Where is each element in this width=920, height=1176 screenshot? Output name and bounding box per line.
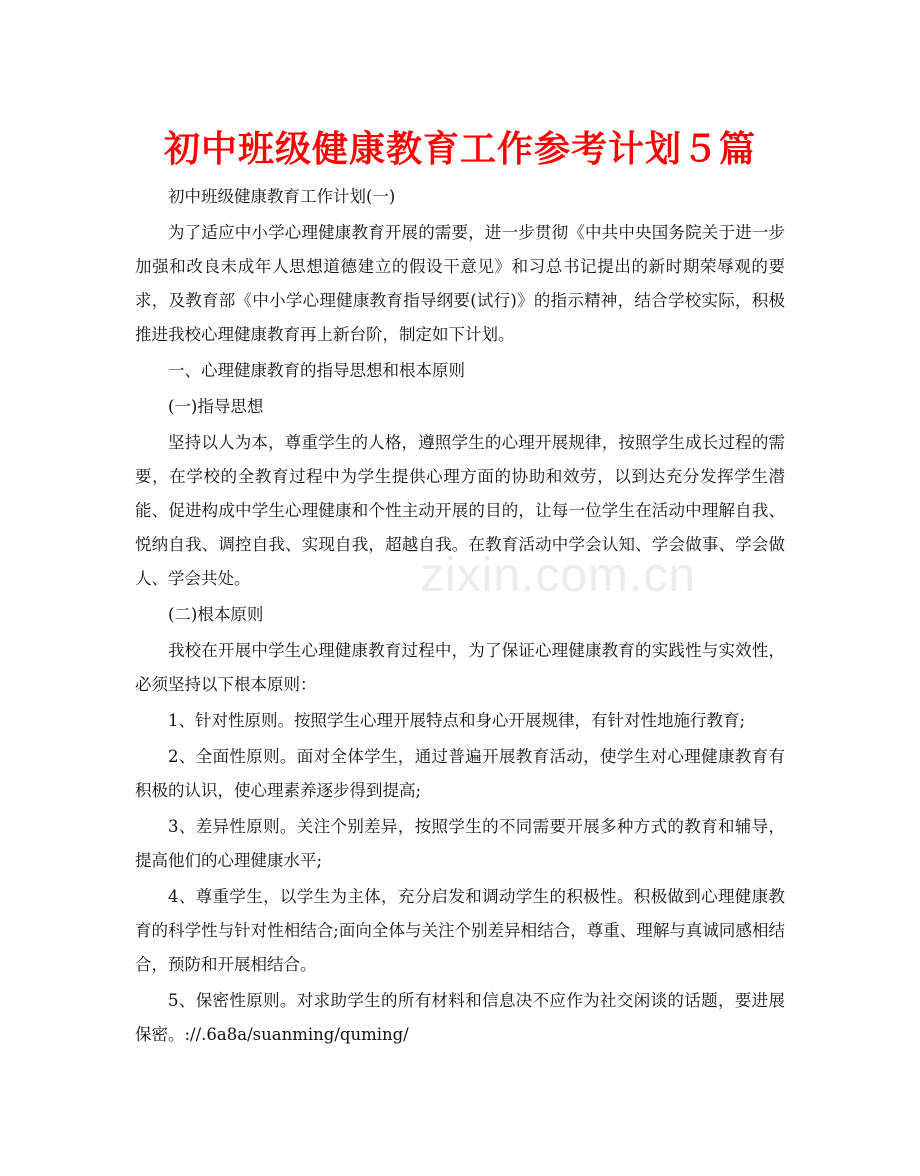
paragraph-intro: 为了适应中小学心理健康教育开展的需要，进一步贯彻《中共中央国务院关于进一步加强和改良未成年人思想道德建立的假设干意见》和习总书记提出的新时期荣辱观的要求，及教育部《中小学心理健康教育指导纲要(试行)》的指示精神，结合学校实际，积极推进我校心理健康教育再上新台阶，制定如下计划。 [135,223,785,344]
list-item-principle-2: 2、全面性原则。面对全体学生，通过普遍开展教育活动，使学生对心理健康教育有积极的认识，使心理素养逐步得到提高; [135,747,785,800]
list-item-principle-5: 5、保密性原则。对求助学生的所有材料和信息决不应作为社交闲谈的话题，要进展保密。://.6a8a/suanming/quming/ [135,991,785,1044]
list-item-principle-4: 4、尊重学生，以学生为主体，充分启发和调动学生的积极性。积极做到心理健康教育的科学性与针对性相结合;面向全体与关注个别差异相结合，尊重、理解与真诚同感相结合，预防和开展相结合。 [135,887,785,974]
section-heading: 一、心理健康教育的指导思想和根本原则 [168,361,465,380]
document-body [135,180,785,1054]
paragraph-principles-intro: 我校在开展中学生心理健康教育过程中，为了保证心理健康教育的实践性与实效性，必须坚持以下根本原则： [135,641,785,694]
watermark: zixin.com.cn [420,549,697,602]
subsection-heading-principles: (二)根本原则 [168,605,264,624]
paragraph-guiding-thought: 坚持以人为本，尊重学生的人格，遵照学生的心理开展规律，按照学生成长过程的需要，在学校的全教育过程中为学生提供心理方面的协助和效劳，以到达充分发挥学生潜能、促进构成中学生心理健康和个性主动开展的目的，让每一位学生在活动中理解自我、悦纳自我、调控自我、实现自我，超越自我。在教育活动中学会认知、学会做事、学会做人、学会共处。 [135,433,785,588]
list-item-principle-3: 3、差异性原则。关注个别差异，按照学生的不同需要开展多种方式的教育和辅导，提高他们的心理健康水平; [135,817,785,870]
subsection-heading-guiding-thought: (一)指导思想 [168,397,264,416]
list-item-principle-1: 1、针对性原则。按照学生心理开展特点和身心开展规律，有针对性地施行教育; [168,711,746,730]
paragraph-subtitle: 初中班级健康教育工作计划(一) [168,187,396,206]
document-title: 初中班级健康教育工作参考计划５篇 [163,129,756,170]
